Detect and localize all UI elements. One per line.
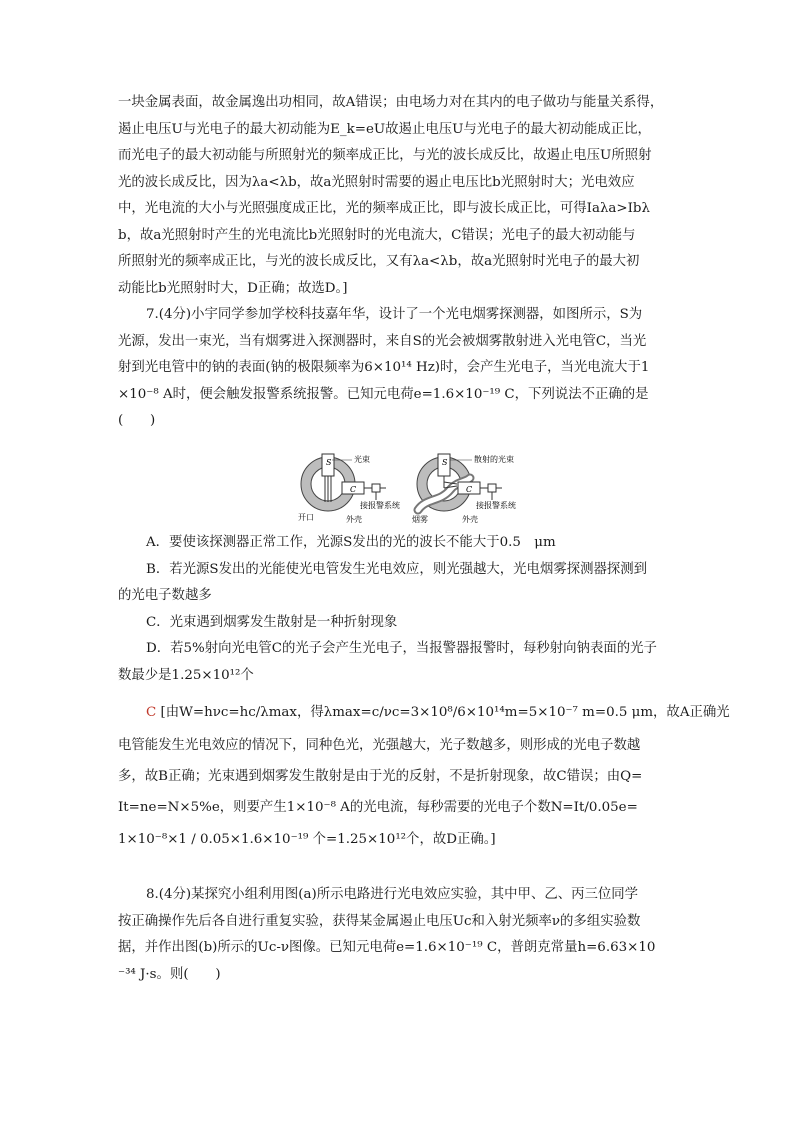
option-c: C．光束遇到烟雾发生散射是一种折射现象 [146,614,398,630]
text-line: 射到光电管中的钠的表面(钠的极限频率为6×10¹⁴ Hz)时，会产生光电子，当光电流大于1 [118,360,650,375]
option-a: A．要使该探测器正常工作，光源S发出的光的波长不能大于0.5 μm [146,535,556,550]
scattered-beam-label: 散射的光束 [474,455,514,464]
text-line: 光的波长成反比，因为λa<λb，故a光照射时需要的遏止电压比b光照射时大；光电效应 [118,174,635,190]
text-line: 动能比b光照射时大，D正确；故选D。] [118,280,348,296]
source-s-label-right: S [442,458,448,467]
tube-c-label-right: C [466,485,473,494]
smoke-detector-figure [294,452,530,526]
answer-line-3: 多，故B正确；光束遇到烟雾发生散射是由于光的反射，不是折射现象，故C错误；由Q= [118,769,643,784]
text-line: b，故a光照射时产生的光电流比b光照射时的光电流大，C错误；光电子的最大初动能与 [118,227,636,243]
text-line: 按正确操作先后各自进行重复实验，获得某金属遏止电压Uc和入射光频率ν的多组实验数 [118,913,641,929]
beam-label: 光束 [354,455,370,464]
option-d-cont: 数最少是1.25×10¹²个 [118,667,254,683]
text-line: 遏止电压U与光电子的最大初动能为E_k=eU故遏止电压U与光电子的最大初动能成正比， [118,121,651,137]
fraction-c-nu: c/νc [371,705,400,720]
answer-7 [118,700,730,856]
text-line: 8.(4分)某探究小组利用图(a)所示电路进行光电效应实验，其中甲、乙、丙三位同学 [146,887,639,902]
answer-text: m=5×10⁻⁷ m=0.5 μm，故A正确光 [504,705,730,720]
question-8 [118,882,678,988]
smoke-label: 烟雾 [412,515,428,524]
shell-label-right: 外壳 [462,515,478,524]
text-line: 7.(4分)小宇同学参加学校科技嘉年华，设计了一个光电烟雾探测器，如图所示，S为 [146,307,643,322]
text-line: ( ) [118,413,156,428]
option-d: D．若5%射向光电管C的光子会产生光电子，当报警器报警时，每秒射向钠表面的光子 [146,641,657,656]
alarm-label: 接报警系统 [360,501,400,510]
answer-text: ，得λmax= [296,705,372,720]
text-line: 据，并作出图(b)所示的Uc-ν图像。已知元电荷e=1.6×10⁻¹⁹ C，普朗克常量h=6.63×10 [118,940,656,955]
detector-left-diagram [298,454,400,524]
answer-letter: C [146,705,157,720]
detector-right-diagram [412,454,516,524]
answer-line-5: 1×10⁻⁸×1 / 0.05×1.6×10⁻¹⁹ 个=1.25×10¹²个，故D正确。] [118,832,496,847]
alarm-label-right: 接报警系统 [476,501,516,510]
answer-line-4: It=ne=N×5%e，则要产生1×10⁻⁸ A的光电流，每秒需要的光电子个数N=It/0.05e= [118,800,638,815]
question-7 [118,302,678,435]
question-7-options [118,530,678,689]
text-line: 而光电子的最大初动能与所照射光的频率成正比，与光的波长成反比，故遏止电压U所照射 [118,148,652,163]
text-line: 一块金属表面，故金属逸出功相同，故A错误；由电场力对在其内的电子做功与能量关系得， [118,95,664,110]
option-b-cont: 的光电子数越多 [118,588,212,603]
solution-6-continued [118,90,678,302]
opening-label: 开口 [298,513,314,522]
answer-line-2: 电管能发生光电效应的情况下，同种色光，光强越大，光子数越多，则形成的光电子数越 [118,738,641,753]
answer-text: = [399,705,411,720]
text-line: 中，光电流的大小与光照强度成正比，光的频率成正比，即与波长成正比，可得Iaλa>Ibλ [118,201,650,216]
tube-c-label: C [350,485,357,494]
text-line: 所照射光的频率成正比，与光的波长成反比，又有λa<λb，故a光照射时光电子的最大初 [118,254,640,269]
answer-text: [由W=hνc=h [160,705,249,720]
fraction-c-lambda: c/λmax [248,705,297,720]
option-b: B．若光源S发出的光能使光电管发生光电效应，则光强越大，光电烟雾探测器探测到 [146,561,648,577]
shell-label: 外壳 [346,515,362,524]
answer-line-1 [118,700,730,730]
text-line: ⁻³⁴ J·s。则( ) [118,966,221,982]
text-line: ×10⁻⁸ A时，便会触发报警系统报警。已知元电荷e=1.6×10⁻¹⁹ C，下列说法不正确的是 [118,386,649,402]
fraction-number: 3×10⁸/6×10¹⁴ [410,705,505,720]
source-s-label: S [326,458,332,467]
text-line: 光源，发出一束光，当有烟雾进入探测器时，来自S的光会被烟雾散射进入光电管C，当光 [118,333,647,349]
